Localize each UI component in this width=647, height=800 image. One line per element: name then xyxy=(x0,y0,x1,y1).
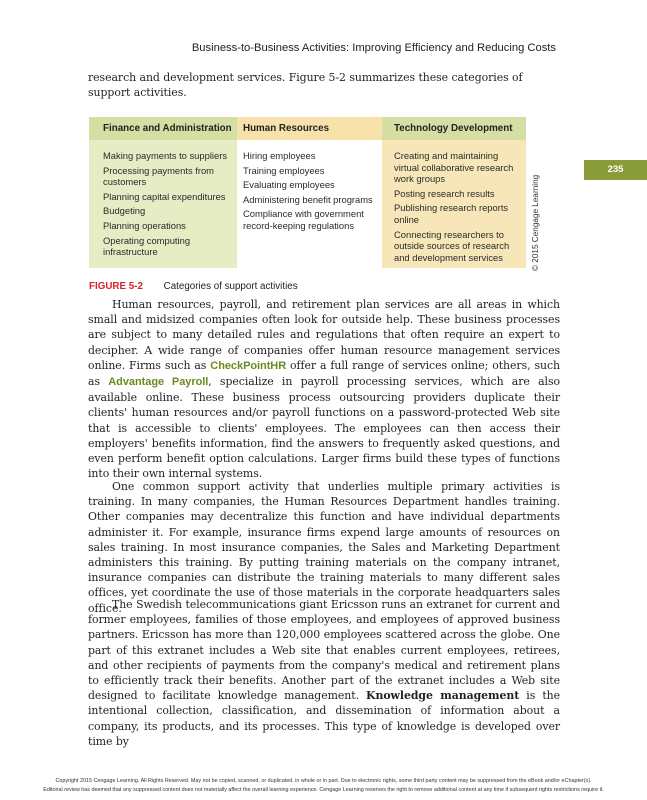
paragraph-text: is the intentional collection, classification, and dissemination of information about a company, its products, and its processes. This type of knowledge is developed over time by xyxy=(88,689,561,748)
finance-column xyxy=(89,117,237,268)
page-number-tab: 235 xyxy=(584,160,647,180)
checkpointhr-link[interactable]: CheckPointHR xyxy=(210,359,287,372)
advantage-payroll-link[interactable]: Advantage Payroll xyxy=(108,376,209,389)
list-item: Compliance with government record-keeping regulations xyxy=(243,208,364,231)
list-item: Budgeting xyxy=(103,205,146,217)
figure-label: FIGURE 5-2 xyxy=(89,281,143,292)
list-item: Hiring employees xyxy=(243,150,316,161)
tech-header: Technology Development xyxy=(382,117,526,140)
list-item: Planning capital expenditures xyxy=(103,190,226,202)
tech-column xyxy=(382,117,526,268)
intro-paragraph: research and development services. Figure 5-2 summarizes these categories of support activities. xyxy=(88,71,523,100)
copyright-footer-line-1: Copyright 2015 Cengage Learning. All Rights Reserved. May not be copied, scanned, or duplicated, in whole or in part. Due to electronic rights, some third party content may be suppressed from the eBook and/or eChapter(s). xyxy=(55,778,592,784)
list-item: Processing payments from customers xyxy=(103,164,214,188)
paragraph-text: The Swedish telecommunications giant Ericsson runs an extranet for current and former employees, families of those employees, and employees of approved business partners. Ericsson has more than 120,000 employees scattered across the globe. One part of this extranet includes a Web site that enables current employees, retirees, and other recipients of payments from the company's medical and retirement plans to efficiently track their benefits. Another part of the extranet includes a Web site designed to facilitate knowledge management. xyxy=(88,598,560,703)
list-item: Operating computing infrastructure xyxy=(103,234,191,258)
finance-header: Finance and Administration xyxy=(89,117,237,140)
list-item: Evaluating employees xyxy=(243,179,335,191)
list-item: Planning operations xyxy=(103,219,186,231)
key-term: Knowledge management xyxy=(366,689,520,703)
paragraph-text: One common support activity that underlies multiple primary activities is training. In many companies, the Human Resources Department handles training. Other companies may decentralize this function and have individual departments administer it. For example, insurance firms expend large amounts of resources on sales training. In most insurance companies, the Sales and Marketing Department administers this training. By putting training materials on the company intranet, insurance companies can distribute the training materials to many different sales offices, yet coordinate the use of those materials in the corporate headquarters sales office. xyxy=(88,480,560,615)
tech-items xyxy=(382,140,526,268)
list-item: Posting research results xyxy=(394,187,495,199)
paragraph-text: Human resources, payroll, and retirement plan services are all areas in which small and midsized companies often look for outside help. These business processes are subject to many detailed rules and regulations that often require an expert to decipher. A wide range of companies offer human resource management services online. Firms such as xyxy=(88,298,560,372)
copyright-footer-line-2: Editorial review has deemed that any suppressed content does not materially affect the overall learning experience. Cengage Learning reserves the right to remove additional content at any time if subsequent rights restrictions require it. xyxy=(43,787,604,793)
body-paragraph-3 xyxy=(88,597,560,749)
running-head: Business-to-Business Activities: Improving Efficiency and Reducing Costs xyxy=(191,42,556,54)
hr-column xyxy=(237,117,382,268)
figure-caption-text: Categories of support activities xyxy=(163,281,298,292)
hr-header: Human Resources xyxy=(237,117,382,140)
list-item: Training employees xyxy=(243,164,325,176)
figure-caption xyxy=(89,281,298,292)
finance-items xyxy=(89,140,237,268)
list-item: Connecting researchers to outside sources of research and development services xyxy=(394,228,510,263)
list-item: Making payments to suppliers xyxy=(103,150,228,161)
body-paragraph-2 xyxy=(88,479,560,616)
figure-credit: © 2015 Cengage Learning xyxy=(531,174,540,271)
support-activities-figure xyxy=(89,117,526,268)
body-paragraph-1 xyxy=(88,297,560,481)
paragraph-text: , specialize in payroll processing services, which are also available online. These business process outsourcing providers duplicate their clients' human resources and/or payroll functions on a password-protected Web site that is accessible to clients' employees. The employees can then access their employers' benefits information, find the answers to frequently asked questions, and even perform benefit option calculations. Larger firms build these types of functions into their own internal systems. xyxy=(88,375,560,481)
hr-items xyxy=(237,140,382,268)
list-item: Creating and maintaining virtual collaborative research work groups xyxy=(394,150,514,185)
list-item: Publishing research reports online xyxy=(394,202,509,225)
paragraph-text: offer a full range of services online; others, such as xyxy=(88,358,560,389)
list-item: Administering benefit programs xyxy=(243,193,373,205)
